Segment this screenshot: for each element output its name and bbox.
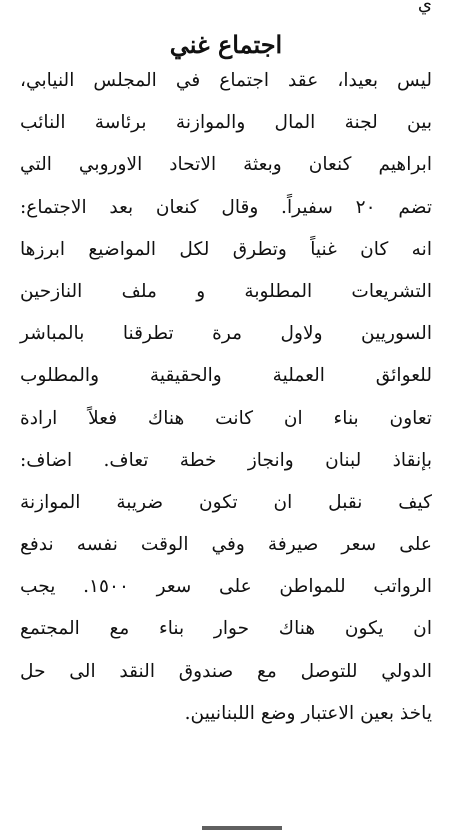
- article-line: ان يكون هناك حوار بناء مع المجتمع: [20, 618, 432, 640]
- article-line: التشريعات المطلوبة و ملف النازحين: [20, 280, 432, 302]
- article-line: تضم ٢٠ سفيراً. وقال كنعان بعد الاجتماع:: [20, 196, 432, 218]
- article-headline: اجتماع غني: [169, 30, 283, 60]
- article-line: على سعر صيرفة وفي الوقت نفسه ندفع: [20, 534, 432, 556]
- article-line: الرواتب للمواطن على سعر ١٥٠٠. يجب: [20, 576, 432, 598]
- article-line: الدولي للتوصل مع صندوق النقد الى حل: [20, 660, 432, 682]
- article-line: بإنقاذ لبنان وانجاز خطة تعاف. اضاف:: [20, 449, 432, 471]
- article-line: انه كان غنياً وتطرق لكل المواضيع ابرزها: [20, 238, 432, 260]
- cut-off-ink-fragment: [202, 826, 282, 830]
- article-line: تعاون بناء ان كانت هناك فعلاً ارادة: [20, 407, 432, 429]
- article-line: ابراهيم كنعان وبعثة الاتحاد الاوروبي التي: [20, 154, 432, 176]
- article-line: ليس بعيدا، عقد اجتماع في المجلس النيابي،: [20, 70, 432, 91]
- cut-off-text-fragment: ي: [417, 0, 432, 15]
- article-line: بين لجنة المال والموازنة برئاسة النائب: [20, 112, 432, 134]
- article-line: للعوائق العملية والحقيقية والمطلوب: [20, 365, 432, 387]
- article-line: ياخذ بعين الاعتبار وضع اللبنانيين.: [184, 702, 432, 724]
- article-line: السوريين ولاول مرة تطرقنا بالمباشر: [20, 323, 432, 345]
- article-body: [20, 60, 432, 735]
- article-line: كيف نقبل ان تكون ضريبة الموازنة: [20, 491, 432, 513]
